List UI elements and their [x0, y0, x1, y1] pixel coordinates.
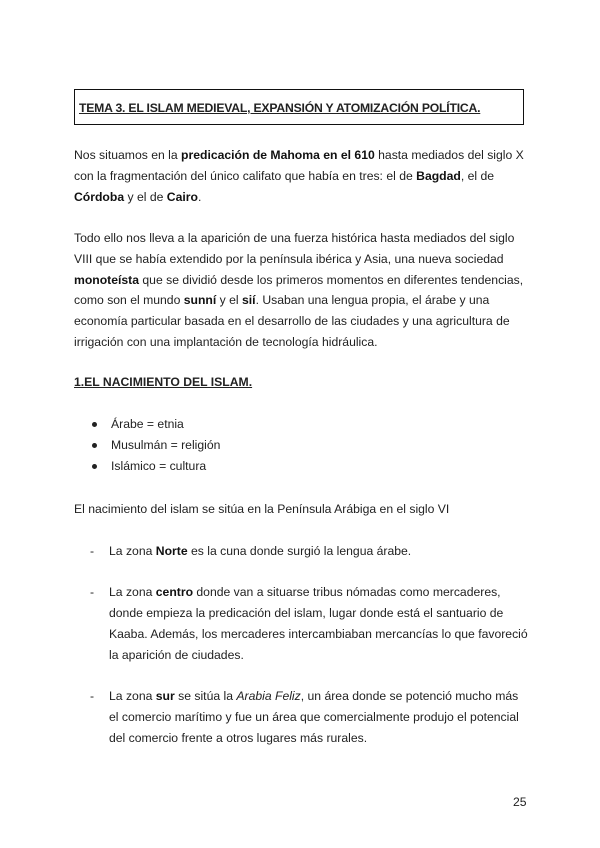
title-box [74, 89, 524, 125]
zone-center-line-2: donde empieza la predicación del islam, lugar donde está el santuario de [109, 606, 504, 620]
bullet-icon [92, 443, 97, 448]
text-run: La zona [109, 585, 156, 599]
zone-south-item [90, 686, 530, 749]
zone-south-line-3: del comercio frente a otros lugares más rurales. [109, 731, 368, 745]
list-item-text: Musulmán = religión [111, 438, 221, 452]
zone-south-body [109, 686, 530, 749]
dash-marker: - [90, 544, 95, 558]
text-run: La zona [109, 689, 156, 703]
text-run: y el [216, 293, 242, 308]
page-number: 25 [513, 795, 527, 809]
zone-north-item [90, 541, 530, 562]
context-line-5: economía particular basada en el desarrollo de las ciudades y una agricultura de [74, 314, 510, 329]
zone-center-line-3: Kaaba. Además, los mercaderes intercambiaban mercancías lo que favoreció [109, 627, 528, 641]
bold-text: sunní [183, 293, 217, 308]
bullet-icon [92, 464, 97, 469]
text-run: . [197, 189, 202, 204]
dash-marker: - [90, 689, 95, 703]
context-paragraph [74, 228, 534, 353]
text-run: hasta mediados del siglo X [374, 148, 524, 162]
text-run: como son el mundo [74, 293, 184, 308]
list-item-text: Islámico = cultura [111, 459, 207, 473]
bold-text: sií [242, 293, 256, 308]
intro-paragraph [74, 145, 534, 207]
zone-center-body [109, 582, 530, 666]
birth-paragraph [74, 499, 534, 520]
text-run: con la fragmentación del único califato que había en tres: el de [74, 168, 417, 183]
context-line-2: VIII que se había extendido por la península ibérica y Asia, una nueva sociedad [74, 251, 504, 266]
zone-north-body [109, 541, 530, 562]
bullet-icon [92, 422, 97, 427]
bold-text: predicación de Mahoma en el 610 [181, 148, 375, 162]
context-line-6: irrigación con una implantación de tecnología hidráulica. [74, 334, 378, 349]
document-title: TEMA 3. EL ISLAM MEDIEVAL, EXPANSIÓN Y ATOMIZACIÓN POLÍTICA. [79, 101, 481, 115]
text-run: La zona [109, 544, 156, 558]
text-run: . Usaban una lengua propia, el árabe y una [255, 293, 490, 308]
text-run: , un área donde se potenció mucho más [300, 689, 519, 703]
text-run: , el de [460, 168, 495, 183]
zone-north-line [109, 541, 530, 562]
context-line-4 [74, 290, 534, 311]
bold-text: centro [155, 585, 194, 599]
text-run: se sitúa la [174, 689, 237, 703]
bold-text: Bagdad [416, 168, 461, 183]
list-item-text: Árabe = etnia [111, 417, 184, 431]
context-line-3 [74, 270, 534, 291]
definition-list [92, 414, 220, 477]
text-run: es la cuna donde surgió la lengua árabe. [187, 544, 412, 558]
dash-marker: - [90, 585, 95, 599]
context-line-1: Todo ello nos lleva a la aparición de una fuerza histórica hasta mediados del siglo [74, 231, 515, 245]
bold-text: Córdoba [74, 189, 125, 204]
section-heading: 1.EL NACIMIENTO DEL ISLAM. [74, 375, 253, 389]
bold-text: Cairo [166, 189, 198, 204]
bold-text: Norte [155, 544, 188, 558]
zone-center-line-4: la aparición de ciudades. [109, 648, 244, 662]
intro-line-1 [74, 145, 534, 166]
italic-text: Arabia Feliz [236, 689, 301, 703]
bold-text: monoteísta [74, 272, 140, 287]
zone-south-line-2: el comercio marítimo y fue un área que comercialmente produjo el potencial [109, 710, 519, 724]
text-run: Nos situamos en la [74, 148, 182, 162]
zone-center-item [90, 582, 530, 666]
bold-text: sur [155, 689, 175, 703]
list-item [92, 435, 220, 456]
list-item [92, 456, 220, 477]
text-run: y el de [124, 189, 167, 204]
birth-line: El nacimiento del islam se sitúa en la Península Arábiga en el siglo VI [74, 502, 450, 516]
zone-center-line-1 [109, 582, 530, 603]
text-run: donde van a situarse tribus nómadas como mercaderes, [193, 585, 501, 599]
list-item [92, 414, 220, 435]
intro-line-2 [74, 166, 534, 187]
zone-south-line-1 [109, 686, 530, 707]
text-run: que se dividió desde los primeros momentos en diferentes tendencias, [139, 272, 524, 287]
intro-line-3 [74, 187, 534, 208]
